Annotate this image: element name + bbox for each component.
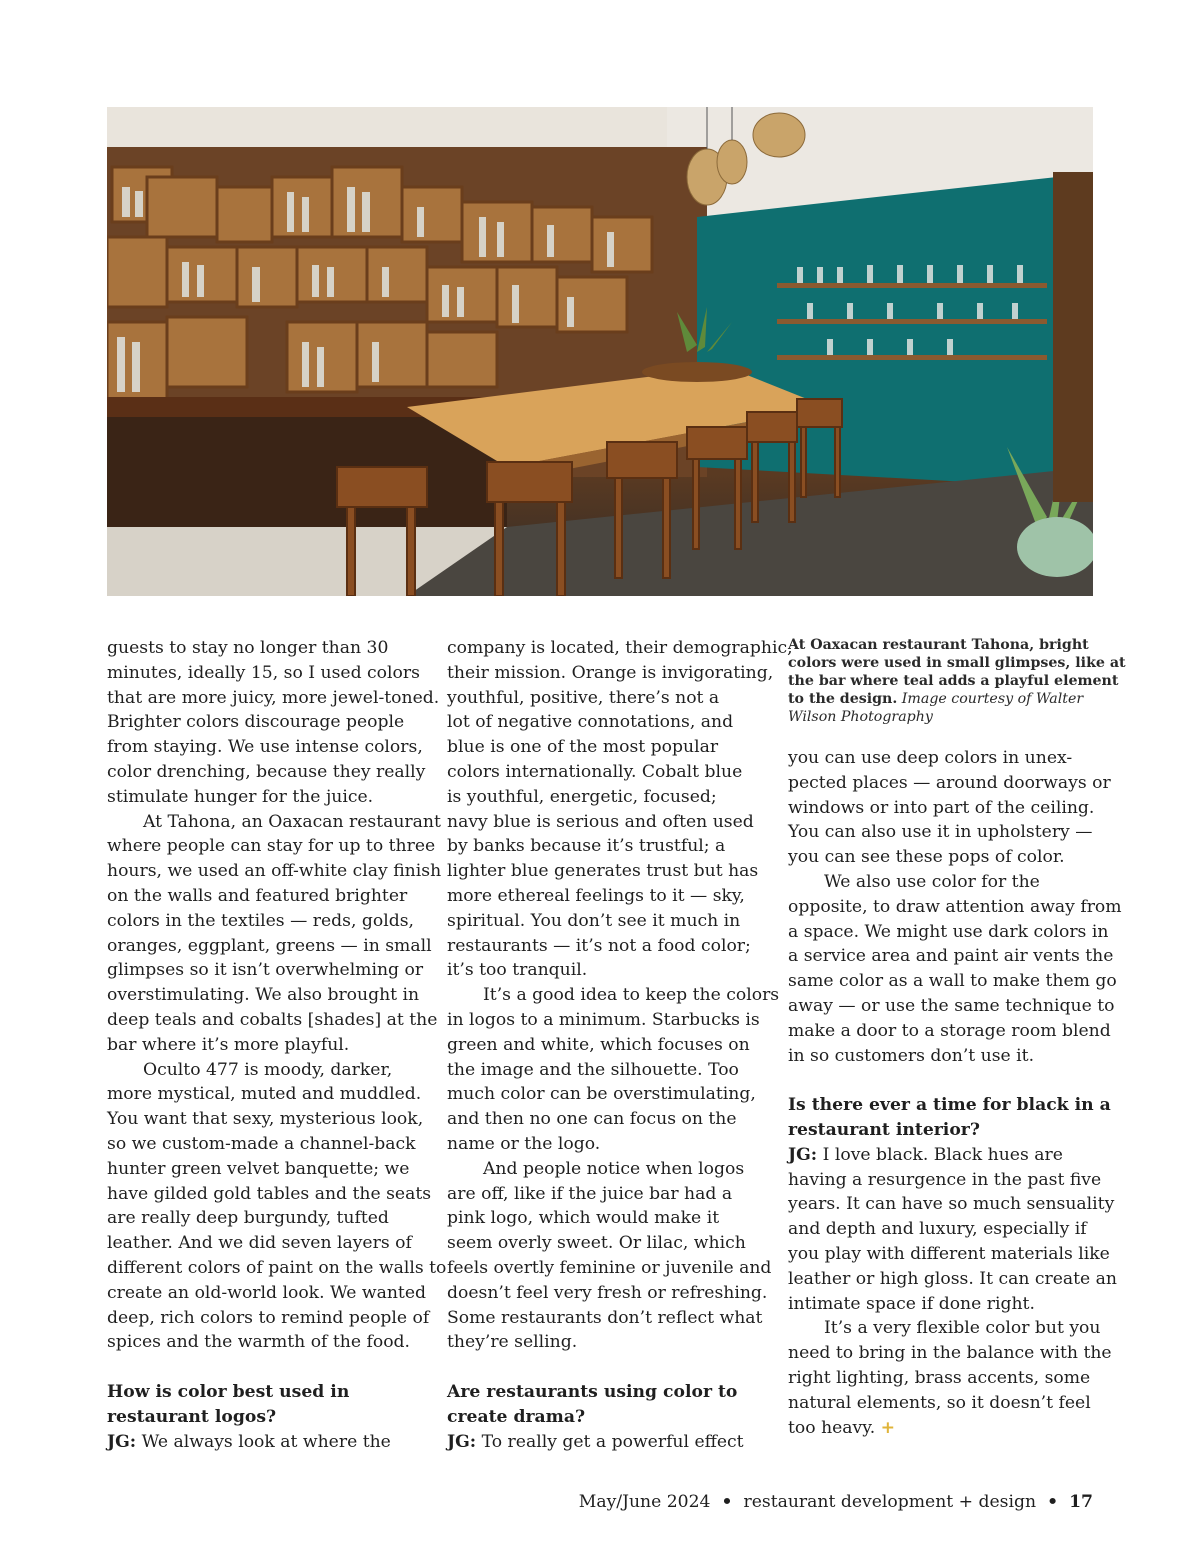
article-column-2	[447, 636, 793, 1454]
article-column-3	[788, 636, 1126, 1440]
issue-date: May/June 2024	[578, 1492, 711, 1512]
paragraph: We also use color for the opposite, to draw attention away from a space. We might use dark colors in a service area and paint air vents the same color as a wall to make them go away — or use the same technique to make a door to a storage room blend in so customers don’t use it.	[788, 871, 1122, 1066]
interview-question: Is there ever a time for black in a restaurant interior?	[788, 1095, 1111, 1140]
paragraph: you can use deep colors in unex- pected places — around doorways or windows or into part of the ceiling. You can also use it in upholstery — you can see these pops of color.	[788, 748, 1111, 868]
speaker-label: JG:	[788, 1144, 818, 1165]
bar-interior-photo	[107, 107, 1093, 596]
photo-credit: Image courtesy of Walter	[897, 691, 1084, 707]
interview-question: How is color best used in restaurant logos?	[107, 1381, 350, 1427]
separator-dot: •	[1047, 1492, 1059, 1512]
separator-dot: •	[721, 1492, 733, 1512]
page-number: 17	[1069, 1492, 1093, 1512]
paragraph: At Tahona, an Oaxacan restaurant where people can stay for up to three hours, we used an off-white clay finish on the walls and featured brighter colors in the textiles — reds, golds, oranges, eggplant, greens — in small glimpses so it isn’t overwhelming or overstimulating. We also brought in deep teals and cobalts [shades] at the bar where it’s more playful.	[107, 811, 442, 1055]
paragraph: It’s a very flexible color but you need to bring in the balance with the right lighting, brass accents, some natural elements, so it doesn’t feel too heavy. +	[788, 1318, 1112, 1438]
speaker-label: JG:	[447, 1431, 477, 1452]
interview-answer: JG: To really get a powerful effect	[447, 1431, 744, 1452]
publication-name: restaurant development + design	[743, 1492, 1037, 1512]
paragraph: company is located, their demographic, their mission. Orange is invigorating, youthful, positive, there’s not a lot of negative connotations, and blue is one of the most popular colors internationally. Cobalt blue is youthful, energetic, focused; navy blue is serious and often used by banks because it’s trustful; a lighter blue generates trust but has more ethereal feelings to it — sky, spiritual. You don’t see it much in restaurants — it’s not a food color; it’s too tranquil.	[447, 638, 793, 981]
article-column-1	[107, 636, 447, 1454]
paragraph: Oculto 477 is moody, darker, more mystical, muted and muddled. You want that sexy, mysterious look, so we custom-made a channel-back hunter green velvet banquette; we have gilded gold tables and the seats are really deep burgundy, tufted leather. And we did seven layers of different colors of paint on the walls to create an old-world look. We wanted deep, rich colors to remind people of spices and the warmth of the food.	[107, 1059, 447, 1353]
photo-illustration	[107, 107, 1093, 596]
end-of-article-icon: +	[880, 1417, 896, 1438]
paragraph: And people notice when logos are off, like if the juice bar had a pink logo, which would make it seem overly sweet. Or lilac, which feels overtly feminine or juvenile and doesn’t feel very fresh or refreshing. Some restaurants don’t reflect what they’re selling.	[447, 1158, 772, 1353]
interview-answer: JG: I love black. Black hues are having a resurgence in the past five years. It can have so much sensuality and depth and luxury, especially if you play with different materials like leather or high gloss. It can create an intimate space if done right.	[788, 1144, 1117, 1314]
interview-question: Are restaurants using color to create drama?	[447, 1381, 738, 1427]
speaker-label: JG:	[107, 1431, 137, 1452]
page-footer	[579, 1492, 1093, 1512]
photo-caption: At Oaxacan restaurant Tahona, bright colors were used in small glimpses, like at the bar where teal adds a playful element to the design. Image courtesy of Walter Wilson Photography	[788, 637, 1126, 725]
paragraph: guests to stay no longer than 30 minutes, ideally 15, so I used colors that are more juicy, more jewel-toned. Brighter colors discourage people from staying. We use intense colors, color drenching, because they really stimulate hunger for the juice.	[107, 638, 440, 807]
interview-answer: JG: We always look at where the	[107, 1431, 391, 1452]
paragraph: It’s a good idea to keep the colors in logos to a minimum. Starbucks is green and white, which focuses on the image and the silhouette. Too much color can be overstimulating, and then no one can focus on the name or the logo.	[447, 985, 780, 1154]
